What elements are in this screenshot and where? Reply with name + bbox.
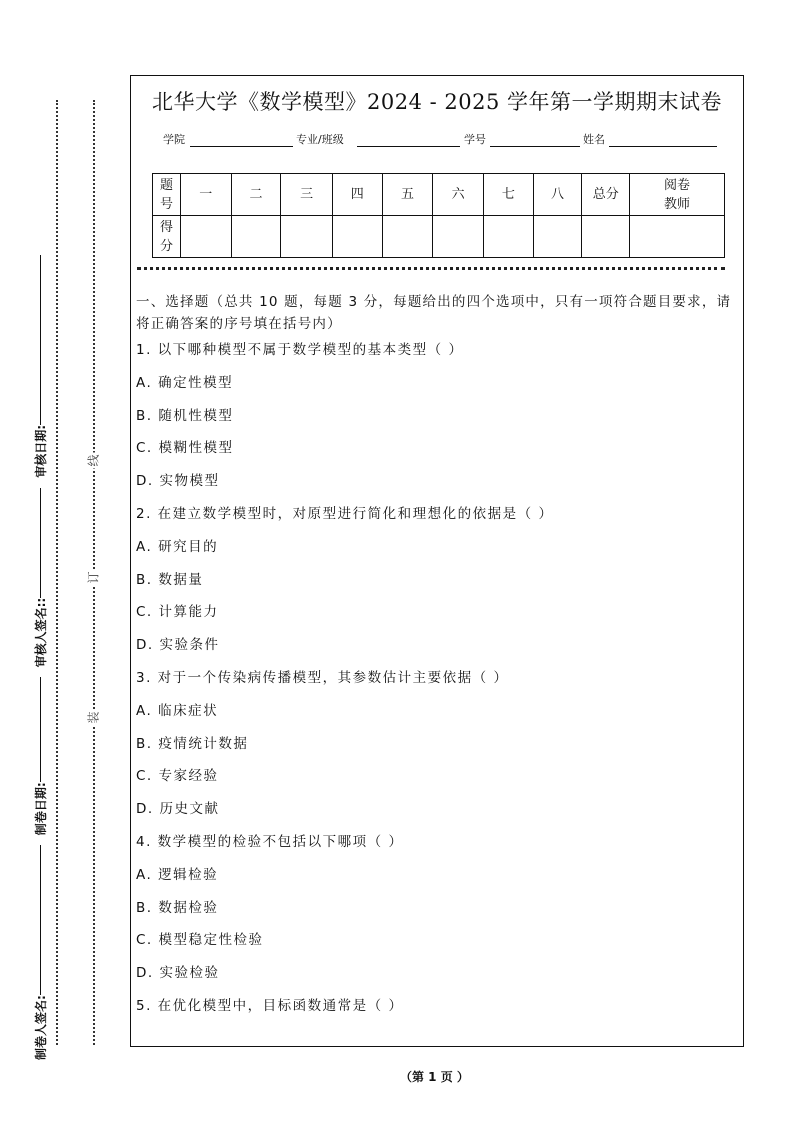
section-heading: 一、选择题（总共 10 题，每题 3 分，每题给出的四个选项中，只有一项符合题目要求，请将正确答案的序号填在括号内）: [136, 294, 732, 332]
reviewer-signature-label: 审核人签名::: [33, 597, 48, 668]
score-cell[interactable]: [582, 216, 630, 258]
question-stem: 1. 以下哪种模型不属于数学模型的基本类型（ ）: [136, 342, 464, 358]
college-field[interactable]: [190, 146, 293, 147]
column-header: 六: [433, 174, 484, 216]
answer-option: D. 实验检验: [136, 965, 220, 982]
score-cell[interactable]: [332, 216, 382, 258]
answer-option: A. 临床症状: [136, 702, 219, 719]
score-cell[interactable]: [231, 216, 281, 258]
answer-option: A. 研究目的: [136, 538, 219, 555]
answer-option: B. 数据量: [136, 571, 204, 588]
score-table: [152, 173, 725, 258]
section-divider: [137, 267, 725, 270]
question-list: [136, 334, 741, 1023]
score-cell[interactable]: [382, 216, 433, 258]
prepare-date-line[interactable]: [40, 677, 41, 782]
major-field[interactable]: [357, 146, 460, 147]
column-header: 四: [332, 174, 382, 216]
review-date-label: 审核日期:: [33, 424, 48, 478]
answer-option: D. 实验条件: [136, 637, 220, 654]
score-cell[interactable]: [180, 216, 231, 258]
answer-option: D. 历史文献: [136, 801, 220, 818]
column-header: 三: [281, 174, 333, 216]
score-cell[interactable]: [433, 216, 484, 258]
score-cell[interactable]: [484, 216, 534, 258]
answer-option: C. 模糊性模型: [136, 440, 234, 457]
answer-option: C. 模型稳定性检验: [136, 932, 264, 949]
answer-option: C. 计算能力: [136, 604, 219, 621]
column-header: 五: [382, 174, 433, 216]
review-date-line[interactable]: [40, 255, 41, 425]
column-header: 一: [180, 174, 231, 216]
preparer-signature-label: 制卷人签名:: [33, 995, 48, 1060]
question-stem: 4. 数学模型的检验不包括以下哪项（ ）: [136, 833, 404, 850]
column-header: 七: [484, 174, 534, 216]
score-cell[interactable]: [533, 216, 582, 258]
preparer-signature-line[interactable]: [40, 845, 41, 995]
margin-signature-fields: [30, 120, 50, 1060]
prepare-date-label: 制卷日期:: [33, 782, 48, 836]
answer-option: D. 实物模型: [136, 473, 220, 490]
score-row: [153, 216, 725, 258]
name-label: 姓名: [583, 133, 605, 146]
answer-option: B. 随机性模型: [136, 407, 234, 424]
column-header: 总分: [582, 174, 630, 216]
name-field[interactable]: [609, 146, 717, 147]
student-id-label: 学号: [464, 133, 486, 146]
column-header: 二: [231, 174, 281, 216]
question-stem: 2. 在建立数学模型时，对原型进行简化和理想化的依据是（ ）: [136, 505, 554, 522]
row-label: 题号: [153, 174, 181, 216]
student-id-field[interactable]: [490, 146, 580, 147]
page-number: （第 1 页 ）: [400, 1070, 469, 1084]
question-number-row: [153, 174, 725, 216]
column-header: 阅卷教师: [630, 174, 725, 216]
question-stem: 3. 对于一个传染病传播模型，其参数估计主要依据（ ）: [136, 669, 509, 686]
binding-char: 装: [86, 711, 101, 724]
margin-dotted-line: [56, 100, 58, 1045]
exam-body: [136, 291, 741, 1023]
answer-option: A. 确定性模型: [136, 374, 234, 391]
question-stem: 5. 在优化模型中，目标函数通常是（ ）: [136, 997, 404, 1014]
answer-option: A. 逻辑检验: [136, 866, 219, 883]
score-cell[interactable]: [630, 216, 725, 258]
answer-option: C. 专家经验: [136, 768, 219, 785]
binding-char: 订: [86, 571, 101, 584]
binding-char: 线: [86, 454, 101, 467]
binding-line-labels: [83, 101, 103, 1046]
score-cell[interactable]: [281, 216, 333, 258]
column-header: 八: [533, 174, 582, 216]
answer-option: B. 数据检验: [136, 899, 219, 916]
row-label: 得分: [153, 216, 181, 258]
exam-title: 北华大学《数学模型》2024 - 2025 学年第一学期期末试卷: [151, 90, 722, 114]
reviewer-signature-line[interactable]: [40, 488, 41, 598]
college-label: 学院: [163, 133, 185, 146]
answer-option: B. 疫情统计数据: [136, 735, 249, 752]
major-label: 专业/班级: [296, 133, 344, 146]
